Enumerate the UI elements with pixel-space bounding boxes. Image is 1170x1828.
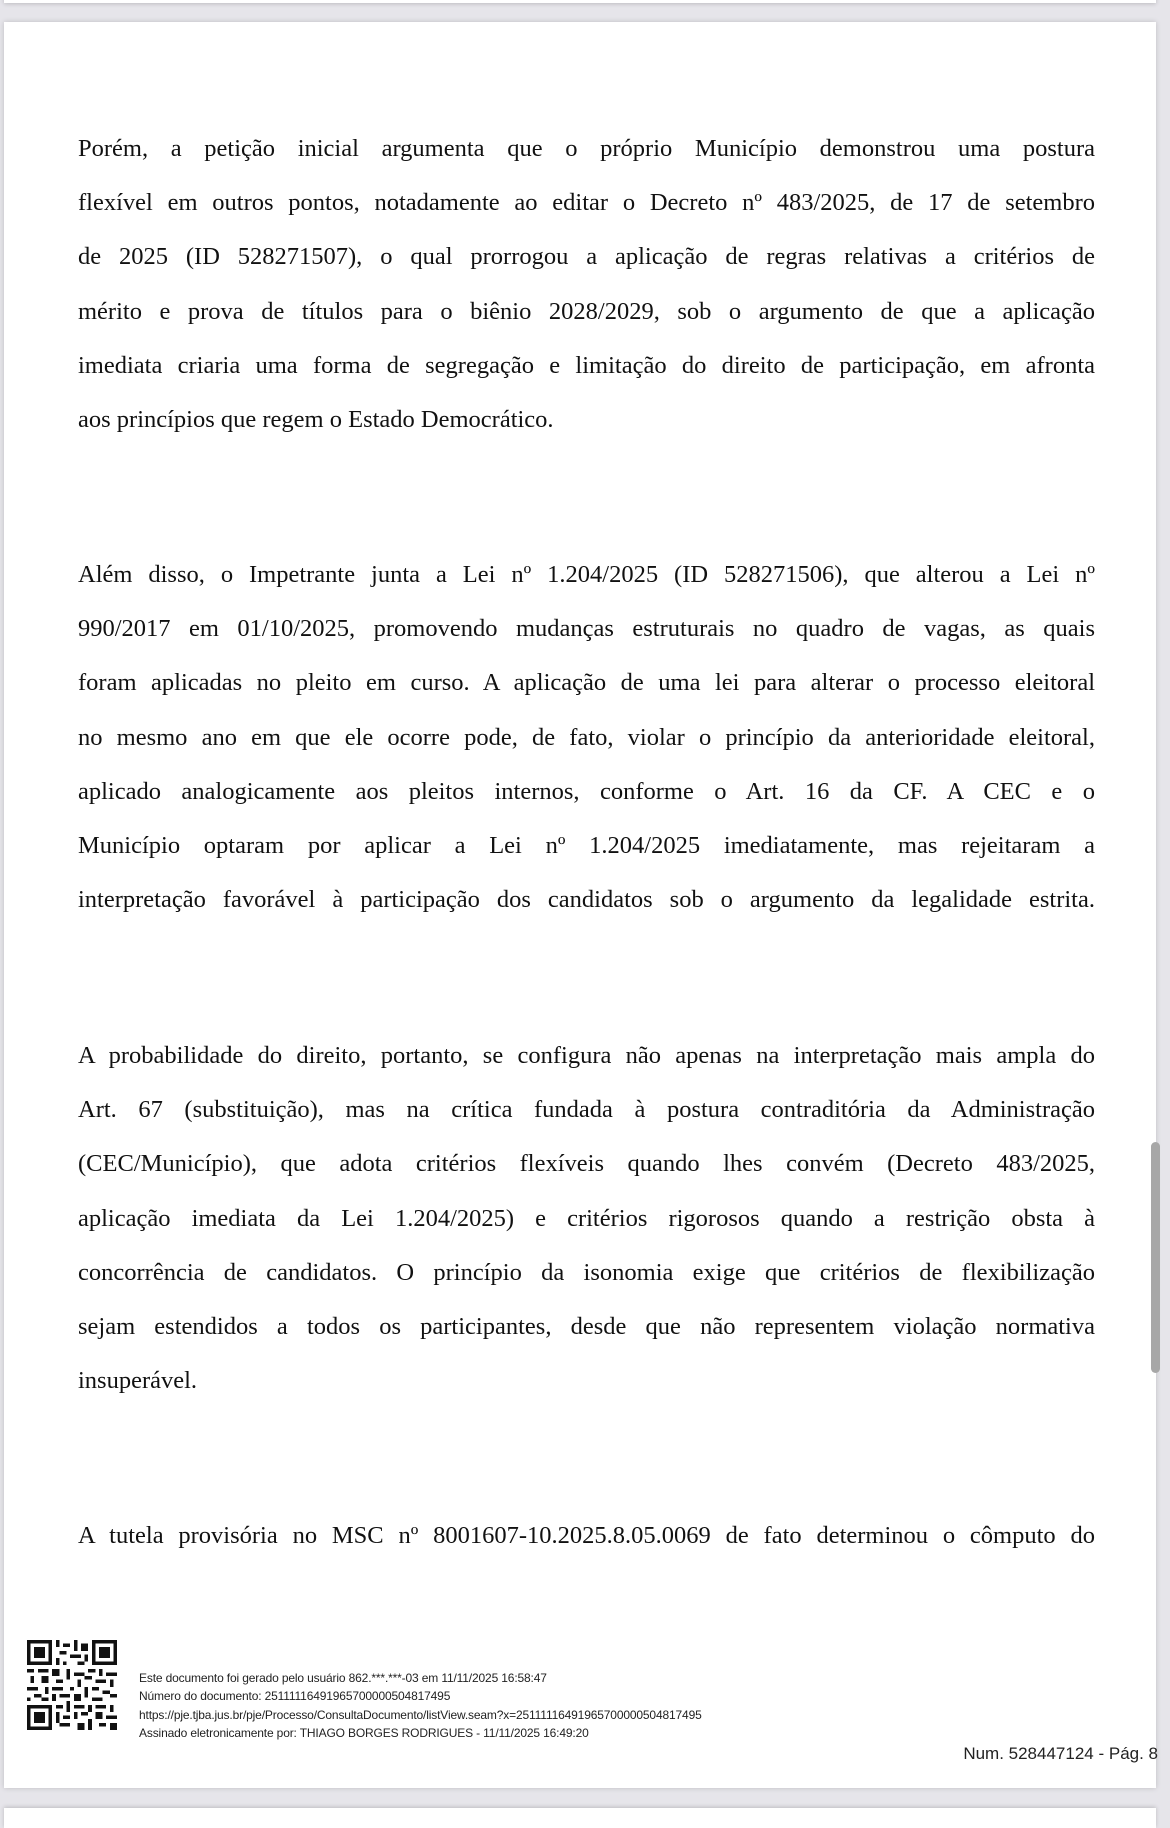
qr-code-icon[interactable] (27, 1640, 117, 1730)
text-line: Porém, a petição inicial argumenta que o próprio Município demonstrou uma postura (78, 135, 1095, 162)
previous-page-edge (4, 0, 1156, 3)
generated-by-text: Este documento foi gerado pelo usuário 862.***.***-03 em 11/11/2025 16:58:47 (139, 1671, 547, 1685)
text-line: (CEC/Município), que adota critérios flexíveis quando lhes convém (Decreto 483/2025, (78, 1150, 1095, 1178)
text-line: insuperável. (78, 1367, 198, 1395)
paragraph-1 (78, 122, 1095, 447)
text-line: Art. 67 (substituição), mas na crítica fundada à postura contraditória da Administração (78, 1096, 1095, 1124)
paragraph-4 (78, 1509, 1095, 1563)
text-line: aplicação imediata da Lei 1.204/2025) e critérios rigorosos quando a restrição obsta à (78, 1204, 1095, 1232)
paragraph-2 (78, 548, 1095, 927)
signed-by-text: Assinado eletronicamente por: THIAGO BORGES RODRIGUES - 11/11/2025 16:49:20 (139, 1726, 589, 1741)
text-line: flexível em outros pontos, notadamente ao editar o Decreto nº 483/2025, de 17 de setembro (78, 189, 1095, 217)
text-line: no mesmo ano em que ele ocorre pode, de fato, violar o princípio da anterioridade eleitoral, (78, 723, 1095, 751)
text-line: aplicado analogicamente aos pleitos internos, conforme o Art. 16 da CF. A CEC e o (78, 777, 1095, 805)
document-number-text: Número do documento: 25111116491965700000504817495 (139, 1689, 451, 1704)
next-page-edge (4, 1808, 1156, 1828)
text-line: aos princípios que regem o Estado Democrático. (78, 406, 554, 434)
text-line: mérito e prova de títulos para o biênio 2028/2029, sob o argumento de que a aplicação (78, 297, 1095, 325)
text-line: interpretação favorável à participação dos candidatos sob o argumento da legalidade estrita. (78, 886, 1095, 914)
text-line: de 2025 (ID 528271507), o qual prorrogou a aplicação de regras relativas a critérios de (78, 243, 1095, 271)
text-line: imediata criaria uma forma de segregação e limitação do direito de participação, em afronta (78, 351, 1095, 379)
text-line: concorrência de candidatos. O princípio da isonomia exige que critérios de flexibilização (78, 1258, 1095, 1286)
text-line: Município optaram por aplicar a Lei nº 1.204/2025 imediatamente, mas rejeitaram a (78, 832, 1095, 860)
document-page (4, 22, 1156, 1788)
document-url-link[interactable]: https://pje.tjba.jus.br/pje/Processo/ConsultaDocumento/listView.seam?x=25111116491965700000504817495 (139, 1707, 702, 1722)
page-number: Num. 528447124 - Pág. 8 (963, 1744, 1158, 1763)
text-line: A tutela provisória no MSC nº 8001607-10.2025.8.05.0069 de fato determinou o cômputo do (78, 1522, 1095, 1549)
text-line: 990/2017 em 01/10/2025, promovendo mudanças estruturais no quadro de vagas, as quais (78, 615, 1095, 643)
vertical-scrollbar[interactable] (1151, 1142, 1160, 1373)
paragraph-3 (78, 1029, 1095, 1408)
text-line: Além disso, o Impetrante junta a Lei nº 1.204/2025 (ID 528271506), que alterou a Lei nº (78, 561, 1095, 588)
text-line: A probabilidade do direito, portanto, se configura não apenas na interpretação mais ampla do (78, 1042, 1095, 1069)
document-footer-info (139, 1669, 702, 1743)
text-line: foram aplicadas no pleito em curso. A aplicação de uma lei para alterar o processo eleitoral (78, 669, 1095, 697)
text-line: sejam estendidos a todos os participantes, desde que não representem violação normativa (78, 1313, 1095, 1341)
